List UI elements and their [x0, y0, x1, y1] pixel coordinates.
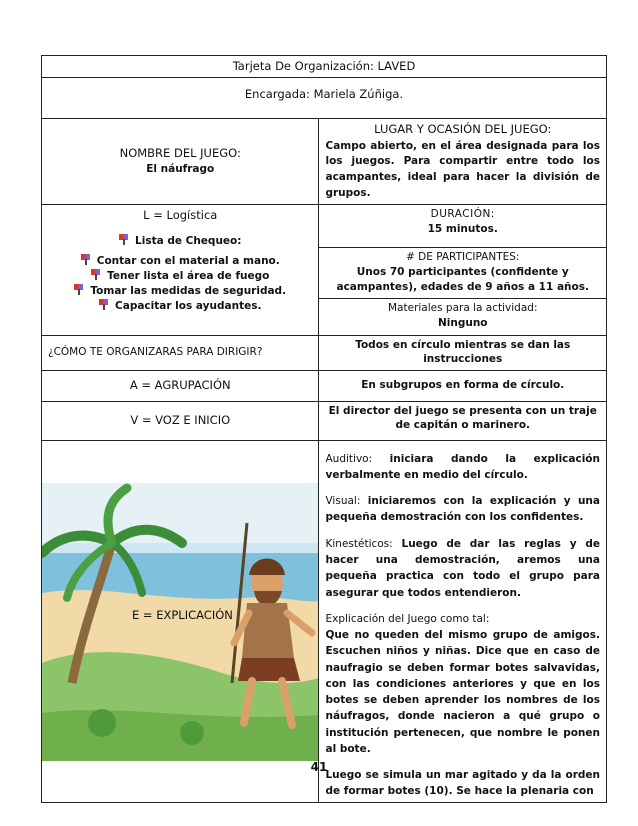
auditive-paragraph: [325, 451, 600, 484]
materials-cell: [319, 298, 607, 335]
kinesthetic-paragraph: [325, 536, 600, 601]
checklist-item: [48, 269, 312, 284]
auditive-text: iniciara dando la explicación verbalmente en medio del círculo.: [325, 452, 600, 481]
checklist-item: [48, 254, 312, 269]
checklist-title-text: Lista de Chequeo:: [135, 234, 242, 247]
voice-row: [42, 401, 607, 440]
page-number: 41: [310, 760, 328, 774]
checklist-flag-icon: [99, 299, 109, 310]
kinesthetic-text: Luego de dar las reglas y de hacer una demostración, aremos una pequeña practica con todo el grupo para asegurar que todos entendieron.: [325, 537, 600, 599]
auditive-label: Auditivo:: [325, 452, 373, 465]
checklist-item-text: Contar con el material a mano.: [96, 254, 280, 267]
visual-text: iniciaremos con la explicación y una pequeña demostración con los confidentes.: [325, 495, 600, 524]
final-paragraph: Luego se simula un mar agitado y da la orden de formar botes (10). Se hace la plenaria con: [325, 769, 600, 798]
duration-value: 15 minutos.: [427, 223, 498, 236]
card-manager: Encargada: Mariela Zúñiga.: [42, 78, 607, 119]
game-name-cell: [42, 119, 319, 204]
checklist-item-text: Capacitar los ayudantes.: [115, 300, 262, 313]
grouping-value: En subgrupos en forma de círculo.: [319, 370, 607, 401]
organize-row: [42, 335, 607, 370]
duration-label: DURACIÓN:: [430, 207, 495, 220]
visual-paragraph: [325, 493, 600, 526]
visual-label: Visual:: [325, 495, 361, 508]
checklist-item-text: Tomar las medidas de seguridad.: [90, 284, 287, 297]
grouping-label: A = AGRUPACIÓN: [42, 370, 319, 401]
castaway-island-illustration: [42, 483, 318, 761]
explanation-row: [42, 440, 607, 802]
checklist-flag-icon: [119, 234, 129, 245]
organization-card: [41, 55, 607, 803]
materials-label: Materiales para la actividad:: [388, 301, 538, 314]
organize-label: ¿CÓMO TE ORGANIZARAS PARA DIRIGIR?: [42, 335, 319, 370]
organize-value: Todos en círculo mientras se dan las instrucciones: [319, 335, 607, 370]
checklist-item-text: Tener lista el área de fuego: [107, 269, 270, 282]
checklist-flag-icon: [74, 284, 84, 295]
participants-cell: [319, 247, 607, 298]
game-name-value: El náufrago: [146, 163, 215, 176]
explanation-label: E = EXPLICACIÓN: [132, 607, 233, 622]
logistics-cell: [42, 204, 319, 335]
card-title: Tarjeta De Organización: LAVED: [42, 56, 607, 78]
organization-table: [41, 55, 607, 803]
checklist-title: [48, 234, 312, 250]
voice-value: El director del juego se presenta con un traje de capitán o marinero.: [319, 401, 607, 440]
voice-label: V = VOZ E INICIO: [42, 401, 319, 440]
participants-value: Unos 70 participantes (confidente y acampantes), edades de 9 años a 11 años.: [336, 266, 589, 294]
game-place-value: Campo abierto, en el área designada para los los juegos. Para compartir entre todo los acampantes, ideal para hacer la división de grupos.: [325, 139, 600, 199]
game-name-label: NOMBRE DEL JUEGO:: [119, 145, 241, 160]
game-place-cell: [319, 119, 607, 204]
logistics-label: L = Logística: [143, 207, 218, 222]
checklist-item: [48, 299, 312, 314]
explanation-text-cell: [319, 440, 607, 802]
game-explanation-text: Que no queden del mismo grupo de amigos. Escuchen niños y niñas. Dice que en caso de naufragio se deben formar botes salvavidas, con las condiciones anteriores y que en los botes se deben aprender los nombres de los náufragos, donde nacieron a qué grupo o institución pertenecen, que nombre le ponen al bote.: [325, 629, 600, 755]
participants-label: # DE PARTICIPANTES:: [406, 250, 520, 263]
checklist-flag-icon: [81, 254, 91, 265]
manager-row: [42, 78, 607, 119]
kinesthetic-label: Kinestéticos:: [325, 537, 393, 550]
checklist-item: [48, 284, 312, 299]
grouping-row: [42, 370, 607, 401]
title-row: [42, 56, 607, 78]
game-row: [42, 119, 607, 204]
game-explanation-label: Explicación del Juego como tal:: [325, 612, 490, 625]
materials-value: Ninguno: [437, 317, 488, 330]
duration-cell: [319, 204, 607, 247]
checklist: [48, 254, 312, 315]
game-place-label: LUGAR Y OCASIÓN DEL JUEGO:: [374, 122, 552, 137]
logistics-row-1: [42, 204, 607, 247]
checklist-flag-icon: [91, 269, 101, 280]
explanation-image-cell: [42, 440, 319, 802]
